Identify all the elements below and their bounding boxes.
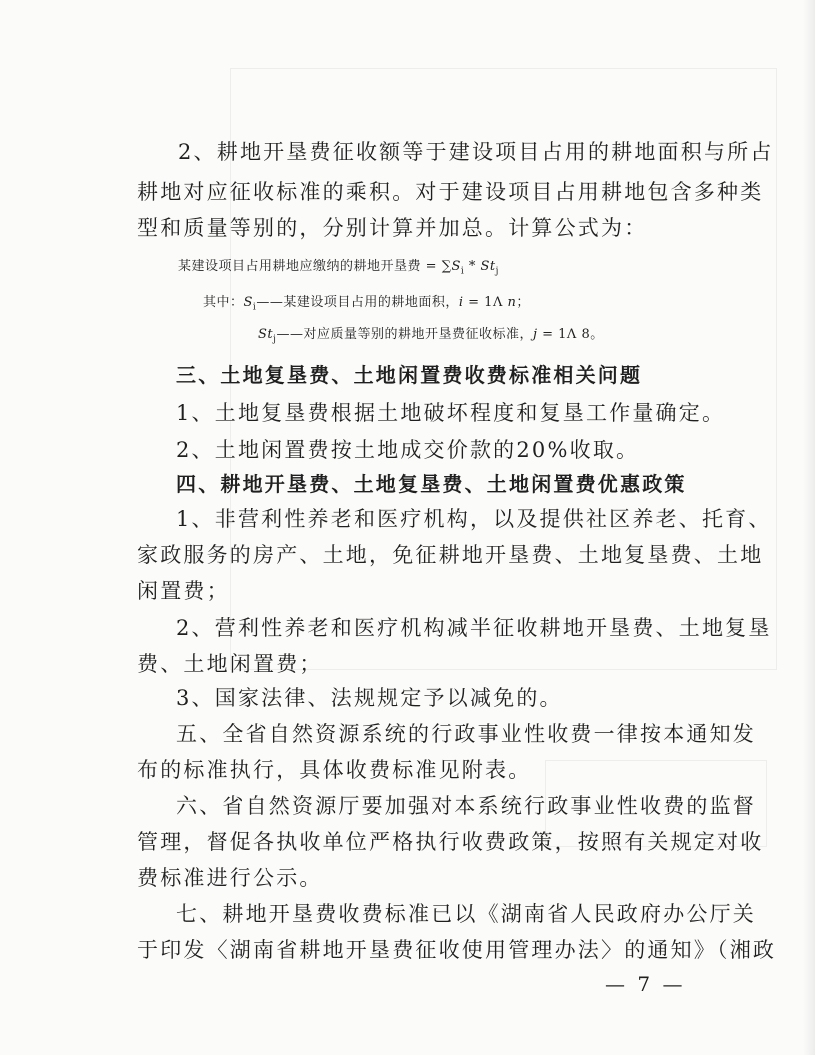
body-line: 1、土地复垦费根据土地破坏程度和复垦工作量确定。 [176, 401, 726, 425]
body-line: 2、营利性养老和医疗机构减半征收耕地开垦费、土地复垦 [176, 616, 772, 640]
formula-where-line-1: 其中：$S_i——$某建设项目占用的耕地面积，i = 1Λ n； [203, 295, 530, 313]
section-heading-4: 四、耕地开垦费、土地复垦费、土地闲置费优惠政策 [176, 472, 687, 496]
body-line: 管理，督促各执收单位严格执行收费政策，按照有关规定对收 [137, 830, 764, 854]
body-line-section-7: 七、耕地开垦费收费标准已以《湖南省人民政府办公厅关 [176, 902, 756, 926]
body-line: 1、非营利性养老和医疗机构，以及提供社区养老、托育、 [176, 507, 772, 531]
body-paragraph-1-line-2: 耕地对应征收标准的乘积。对于建设项目占用耕地包含多种类 [137, 180, 764, 204]
body-line: 费标准进行公示。 [137, 866, 323, 890]
formula-where-line-2: $St_j——$对应质量等别的耕地开垦费征收标准，j = 1Λ 8。 [258, 327, 604, 345]
body-line: 闲置费； [137, 579, 230, 603]
page-number: — 7 — [605, 972, 686, 996]
formula-main: 某建设项目占用耕地应缴纳的耕地开垦费 = $\sum S_i * St_j$ [178, 259, 499, 277]
section-heading-3: 三、土地复垦费、土地闲置费收费标准相关问题 [176, 363, 643, 387]
body-line: 于印发〈湖南省耕地开垦费征收使用管理办法〉的通知》（湘政 [137, 938, 777, 962]
body-paragraph-1-line-1: 2、耕地开垦费征收额等于建设项目占用的耕地面积与所占 [178, 140, 774, 164]
body-line-section-6: 六、省自然资源厅要加强对本系统行政事业性收费的监督 [176, 794, 756, 818]
body-line: 布的标准执行，具体收费标准见附表。 [137, 758, 532, 782]
body-line: 2、土地闲置费按土地成交价款的20%收取。 [176, 438, 640, 462]
body-paragraph-1-line-3: 型和质量等别的，分别计算并加总。计算公式为： [137, 216, 648, 240]
body-line-section-5: 五、全省自然资源系统的行政事业性收费一律按本通知发 [176, 722, 756, 746]
scan-edge-shadow [803, 0, 815, 1055]
body-line: 费、土地闲置费； [137, 652, 323, 676]
body-line: 3、国家法律、法规规定予以减免的。 [176, 686, 563, 710]
body-line: 家政服务的房产、土地，免征耕地开垦费、土地复垦费、土地 [137, 543, 764, 567]
